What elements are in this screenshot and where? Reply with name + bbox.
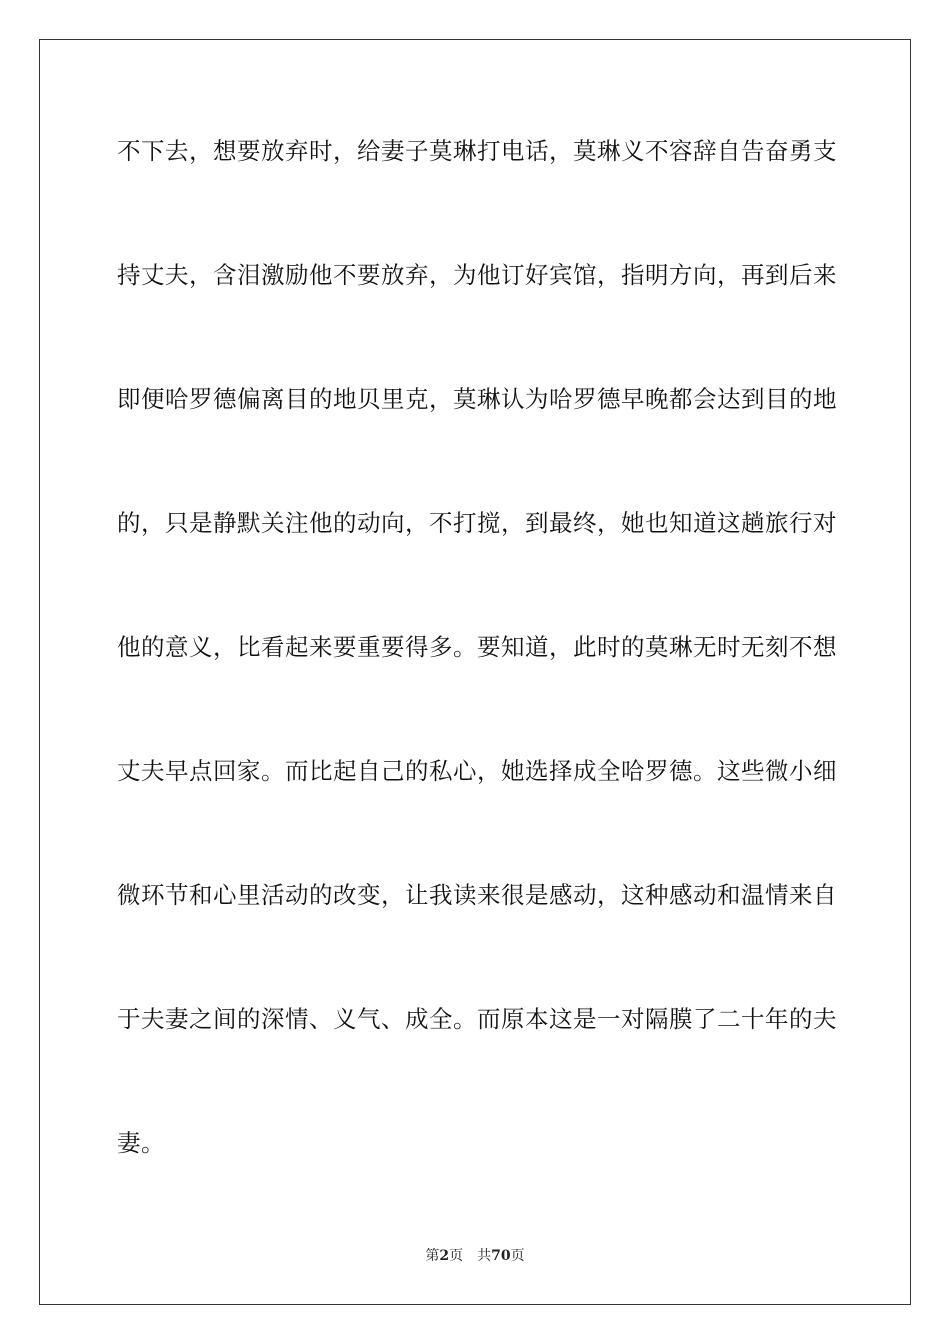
text-line: 于夫妻之间的深情、义气、成全。而原本这是一对隔膜了二十年的夫: [117, 1005, 837, 1033]
current-page-number: 2: [439, 1248, 450, 1264]
text-line: 不下去，想要放弃时，给妻子莫琳打电话，莫琳义不容辞自告奋勇支: [117, 137, 837, 165]
page-border: [39, 39, 911, 1305]
footer-total-prefix: 共: [477, 1248, 492, 1264]
text-line: 微环节和心里活动的改变，让我读来很是感动，这种感动和温情来自: [117, 881, 837, 909]
footer-total-suffix: 页: [510, 1248, 525, 1264]
text-line: 即便哈罗德偏离目的地贝里克，莫琳认为哈罗德早晚都会达到目的地: [117, 385, 837, 413]
total-pages-number: 70: [491, 1248, 511, 1264]
footer-page-suffix: 页: [449, 1248, 464, 1264]
text-line: 他的意义，比看起来要重要得多。要知道，此时的莫琳无时无刻不想: [117, 633, 837, 661]
text-line: 丈夫早点回家。而比起自己的私心，她选择成全哈罗德。这些微小细: [117, 757, 837, 785]
text-line: 的，只是静默关注他的动向，不打搅，到最终，她也知道这趟旅行对: [117, 509, 837, 537]
text-line: 持丈夫，含泪激励他不要放弃，为他订好宾馆，指明方向，再到后来: [117, 261, 837, 289]
page-footer: [0, 1246, 950, 1266]
text-line: 妻。: [117, 1129, 165, 1157]
footer-prefix: 第: [425, 1248, 440, 1264]
